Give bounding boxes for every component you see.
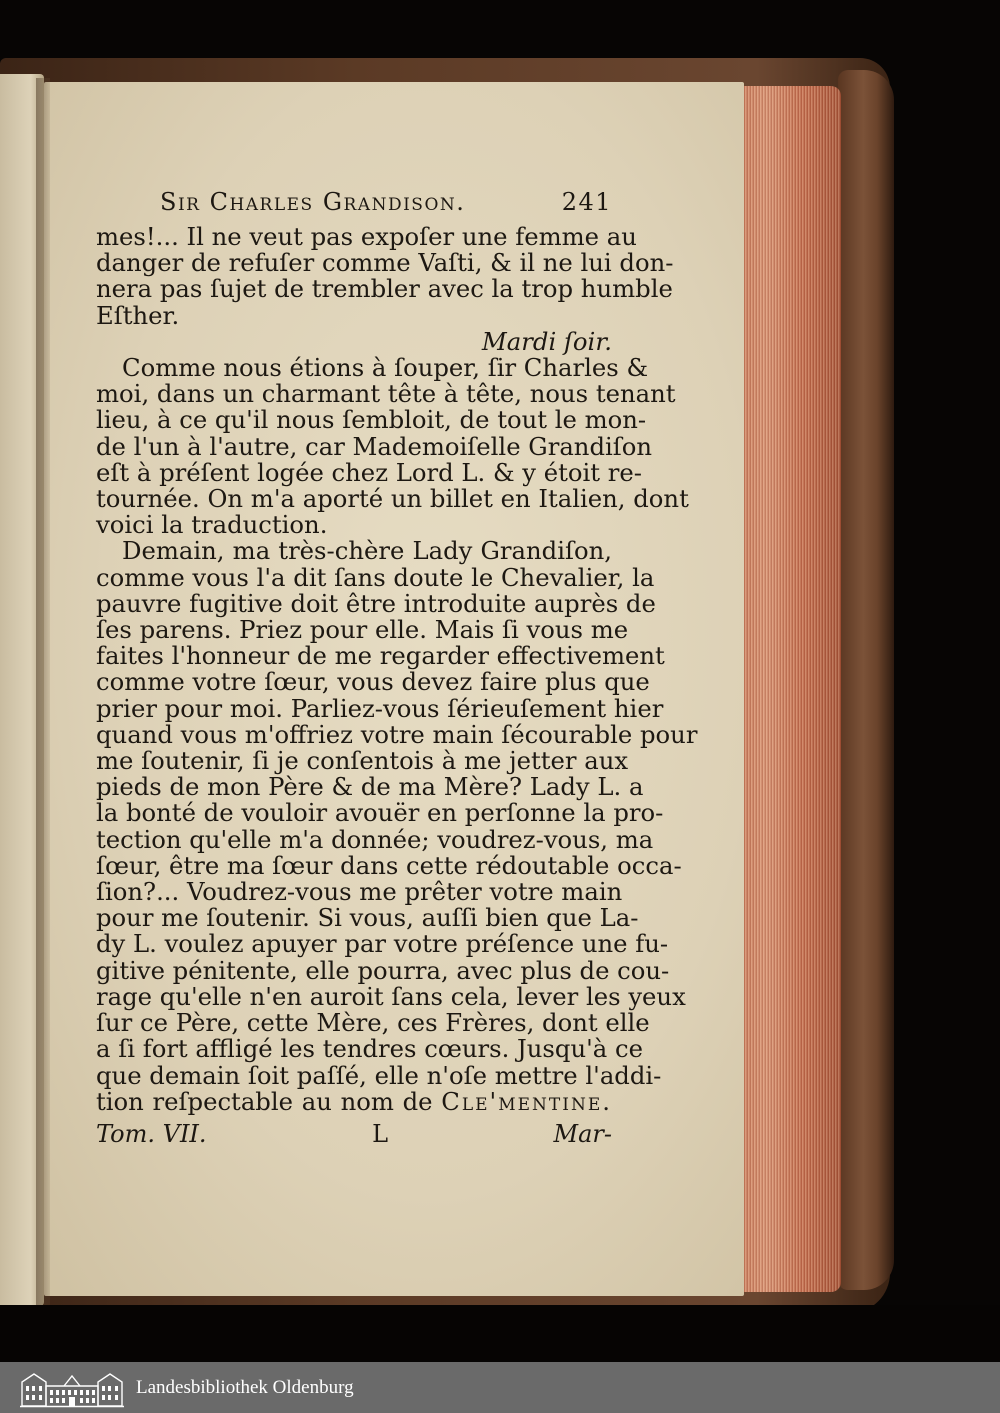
text-line: prier pour moi. Parliez-vous ſérieuſement hier: [96, 693, 664, 723]
dateline: Mardi ſoir.: [481, 326, 612, 356]
text-line: ſur ce Père, cette Mère, ces Frères, dont elle: [96, 1008, 650, 1038]
text-line: faites l'honneur de me regarder effectivement: [96, 641, 665, 671]
text-line: tournée. On m'a aporté un billet en Italien, dont: [96, 484, 689, 514]
text-line: pieds de mon Père & de ma Mère? Lady L. a: [96, 772, 644, 802]
text-line: a ſi fort affligé les tendres cœurs. Jusqu'à ce: [96, 1034, 643, 1064]
volume-label: Tom. VII.: [96, 1119, 207, 1148]
text-line: nera pas ſujet de trembler avec la trop humble: [96, 274, 673, 304]
paragraph-2: [96, 353, 689, 540]
paragraph-1: [96, 222, 674, 330]
text-line: rage qu'elle n'en auroit ſans cela, lever les yeux: [96, 981, 686, 1011]
text-line: quand vous m'offriez votre main ſécourable pour: [96, 719, 698, 749]
library-brand-bar: [0, 1362, 1000, 1413]
text-line: gitive pénitente, elle pourra, avec plus de cou-: [96, 955, 670, 985]
text-line: que demain ſoit paſſé, elle n'oſe mettre l'addi-: [96, 1060, 662, 1090]
page-fore-edge: [733, 86, 841, 1292]
binding-spine-edge: [838, 70, 894, 1290]
paragraph-3: [96, 536, 698, 1116]
catchword: Mar-: [553, 1119, 612, 1148]
page-text-block: [96, 180, 698, 1148]
text-line: danger de refuſer comme Vaſti, & il ne lui don-: [96, 248, 674, 278]
text-line: me ſoutenir, ſi je conſentois à me jetter aux: [96, 746, 629, 776]
text-line: ſion?... Voudrez-vous me prêter votre main: [96, 877, 623, 907]
text-line: Demain, ma très-chère Lady Grandiſon,: [122, 536, 612, 566]
text-line: mes!... Il ne veut pas expoſer une femme au: [96, 222, 637, 251]
page-footer: [96, 1121, 612, 1147]
text-line: voici la traduction.: [96, 510, 328, 540]
page-number: 241: [561, 188, 612, 216]
text-line: de l'un à l'autre, car Mademoiſelle Grandiſon: [96, 431, 653, 461]
final-line-start: tion reſpectable au nom de: [96, 1086, 442, 1116]
text-line: ſœur, être ma ſœur dans cette rédoutable occa-: [96, 850, 682, 880]
running-head: [160, 180, 612, 224]
text-line: ſes parens. Priez pour elle. Mais ſi vous me: [96, 615, 629, 645]
text-line: lieu, à ce qu'il nous ſembloit, de tout le mon-: [96, 405, 647, 435]
text-line: pauvre fugitive doit être introduite auprès de: [96, 588, 656, 618]
scan-background-bottom: [0, 1305, 1000, 1362]
library-name: Landesbibliothek Oldenburg: [136, 1376, 354, 1398]
running-head-title: Sir Charles Grandison.: [160, 188, 466, 216]
signature-name: Cle'mentine.: [441, 1086, 612, 1116]
page-gutter-shadow: [36, 78, 50, 1306]
text-line: comme vous l'a dit ſans doute le Chevalier, la: [96, 562, 655, 592]
text-line: moi, dans un charmant tête à tête, nous tenant: [96, 379, 676, 409]
text-line: Eſther.: [96, 300, 180, 330]
text-line-final: [96, 1086, 612, 1116]
text-line: pour me ſoutenir. Si vous, auſſi bien que La-: [96, 903, 639, 933]
text-line: tection qu'elle m'a donnée; voudrez-vous, ma: [96, 824, 654, 854]
text-line: comme votre ſœur, vous devez faire plus que: [96, 667, 650, 697]
text-line: Comme nous étions à ſouper, ſir Charles &: [122, 353, 649, 383]
text-line: eſt à préſent logée chez Lord L. & y étoit re-: [96, 457, 642, 487]
text-line: la bonté de vouloir avouër en perſonne la pro-: [96, 798, 664, 828]
signature-mark: L: [372, 1119, 388, 1148]
library-building-logo-icon: [20, 1368, 124, 1408]
text-line: dy L. voulez apuyer par votre préſence une fu-: [96, 929, 669, 959]
